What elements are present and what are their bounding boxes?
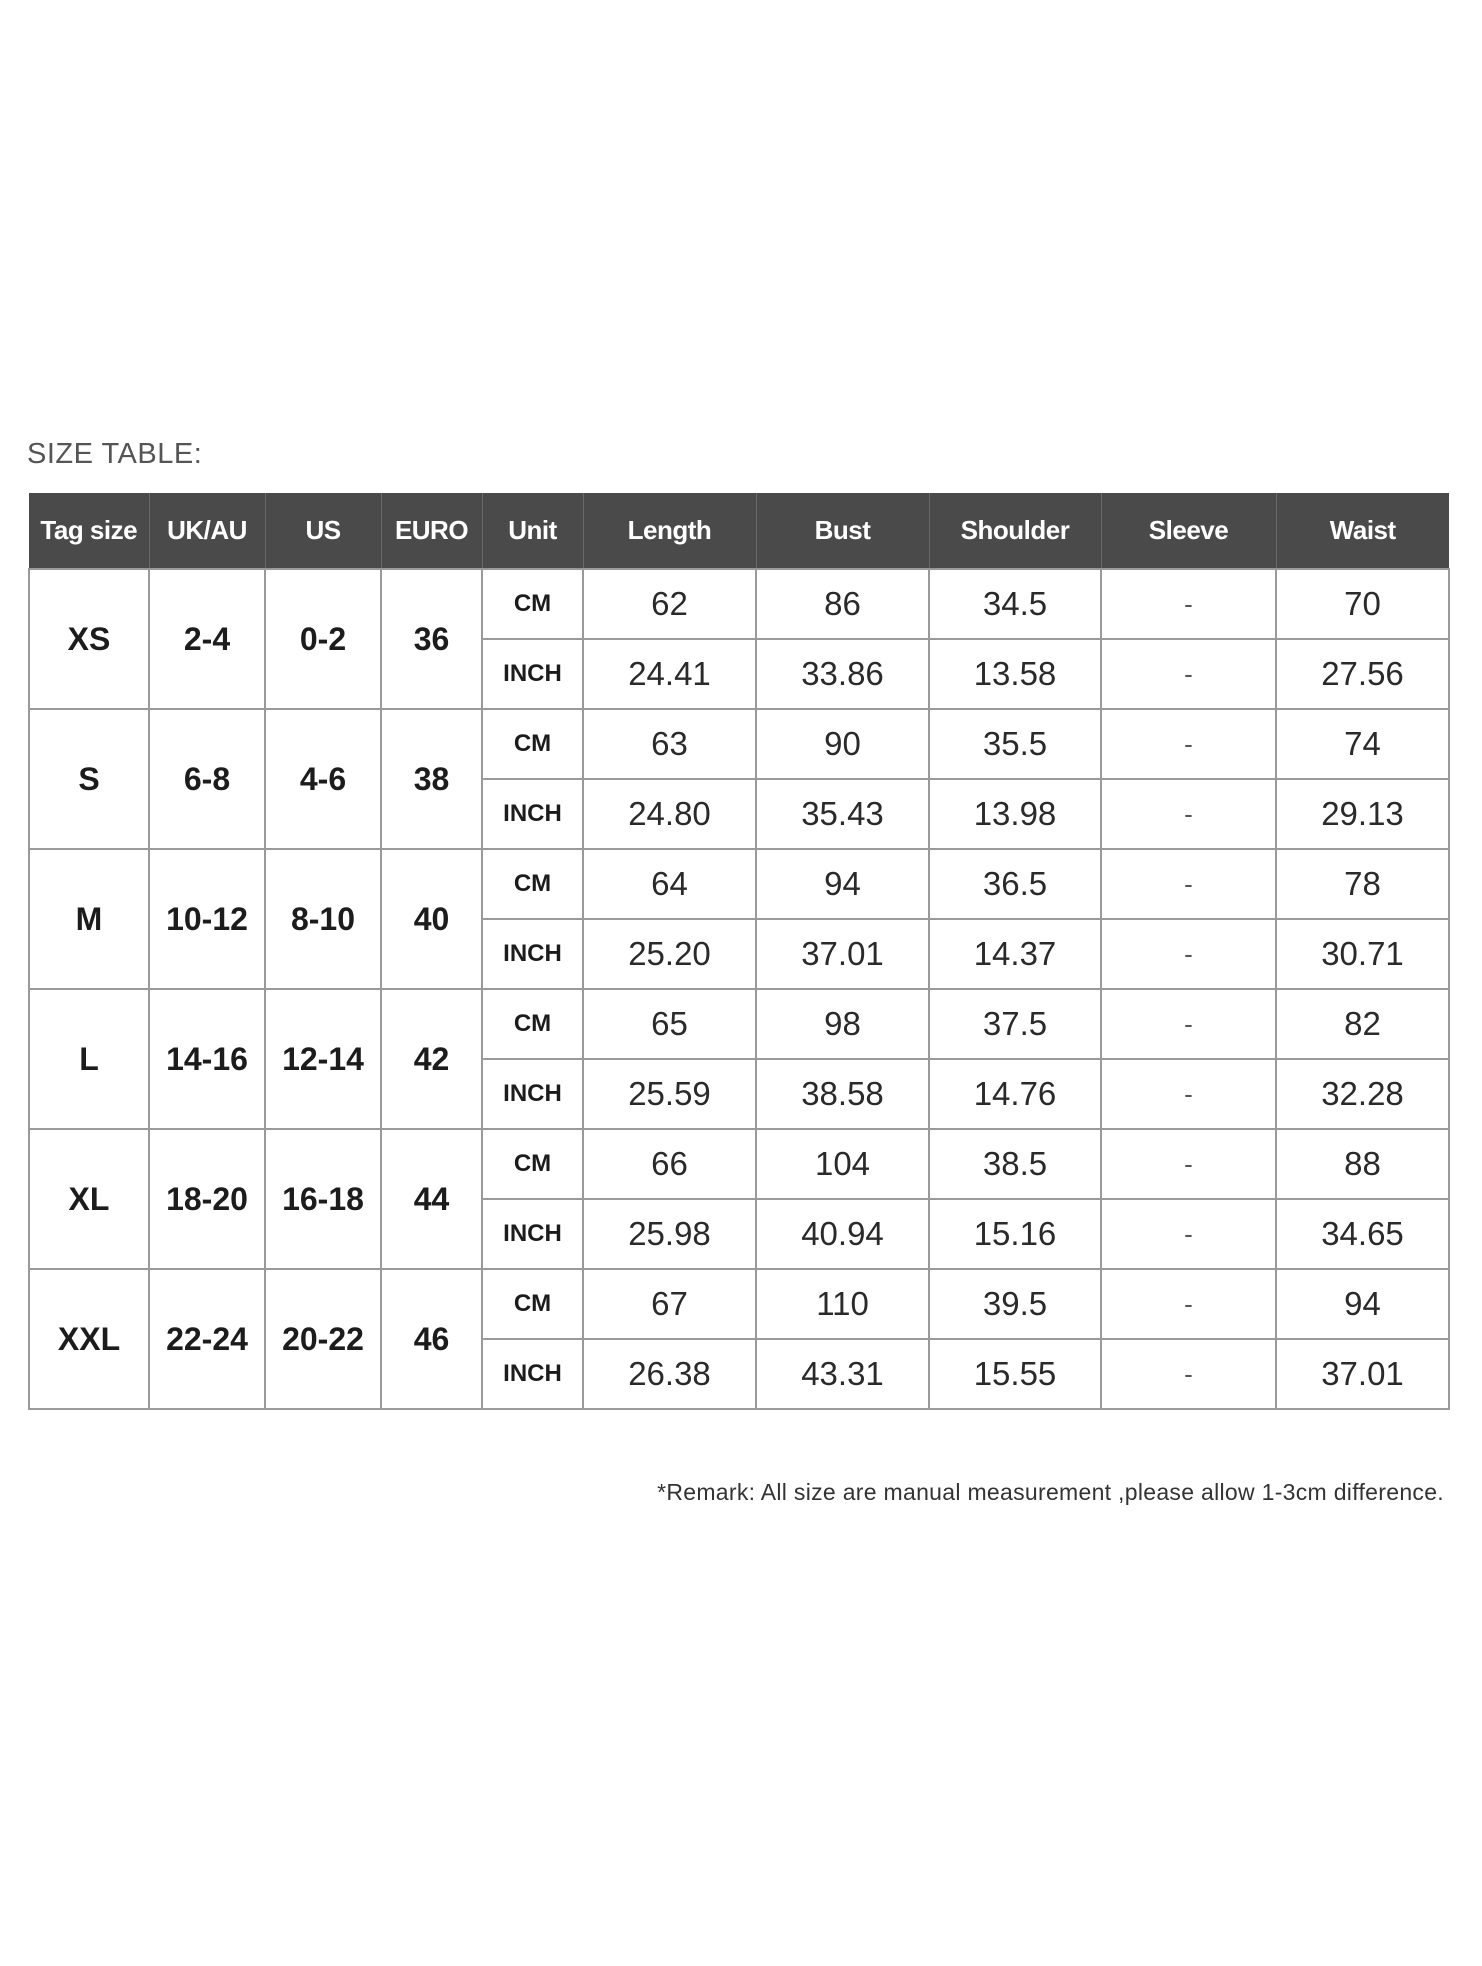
euro-cell: 44	[381, 1129, 482, 1269]
uk-au-cell: 2-4	[149, 569, 265, 709]
unit-cell: CM	[482, 849, 583, 919]
sleeve-cell: -	[1101, 639, 1276, 709]
length-cell: 25.59	[583, 1059, 756, 1129]
sleeve-cell: -	[1101, 1339, 1276, 1409]
length-cell: 66	[583, 1129, 756, 1199]
length-cell: 26.38	[583, 1339, 756, 1409]
shoulder-cell: 14.76	[929, 1059, 1101, 1129]
waist-cell: 94	[1276, 1269, 1449, 1339]
bust-cell: 37.01	[756, 919, 929, 989]
bust-cell: 43.31	[756, 1339, 929, 1409]
length-cell: 25.20	[583, 919, 756, 989]
euro-cell: 38	[381, 709, 482, 849]
table-row	[29, 709, 1449, 779]
bust-cell: 35.43	[756, 779, 929, 849]
waist-cell: 70	[1276, 569, 1449, 639]
waist-cell: 30.71	[1276, 919, 1449, 989]
unit-cell: CM	[482, 569, 583, 639]
uk-au-cell: 22-24	[149, 1269, 265, 1409]
header-length: Length	[583, 493, 756, 569]
sleeve-cell: -	[1101, 849, 1276, 919]
shoulder-cell: 15.55	[929, 1339, 1101, 1409]
tag-size-cell: M	[29, 849, 149, 989]
bust-cell: 86	[756, 569, 929, 639]
tag-size-cell: S	[29, 709, 149, 849]
header-tag-size: Tag size	[29, 493, 149, 569]
unit-cell: INCH	[482, 639, 583, 709]
uk-au-cell: 14-16	[149, 989, 265, 1129]
length-cell: 65	[583, 989, 756, 1059]
euro-cell: 42	[381, 989, 482, 1129]
us-cell: 0-2	[265, 569, 381, 709]
unit-cell: CM	[482, 709, 583, 779]
length-cell: 62	[583, 569, 756, 639]
shoulder-cell: 38.5	[929, 1129, 1101, 1199]
bust-cell: 110	[756, 1269, 929, 1339]
euro-cell: 36	[381, 569, 482, 709]
us-cell: 12-14	[265, 989, 381, 1129]
header-shoulder: Shoulder	[929, 493, 1101, 569]
shoulder-cell: 14.37	[929, 919, 1101, 989]
waist-cell: 32.28	[1276, 1059, 1449, 1129]
table-row	[29, 1129, 1449, 1199]
unit-cell: INCH	[482, 779, 583, 849]
bust-cell: 90	[756, 709, 929, 779]
bust-cell: 98	[756, 989, 929, 1059]
unit-cell: CM	[482, 1129, 583, 1199]
header-euro: EURO	[381, 493, 482, 569]
unit-cell: INCH	[482, 1059, 583, 1129]
header-sleeve: Sleeve	[1101, 493, 1276, 569]
size-table	[28, 493, 1450, 1410]
bust-cell: 33.86	[756, 639, 929, 709]
sleeve-cell: -	[1101, 1129, 1276, 1199]
sleeve-cell: -	[1101, 1199, 1276, 1269]
table-row	[29, 989, 1449, 1059]
header-unit: Unit	[482, 493, 583, 569]
shoulder-cell: 36.5	[929, 849, 1101, 919]
length-cell: 64	[583, 849, 756, 919]
header-us: US	[265, 493, 381, 569]
shoulder-cell: 34.5	[929, 569, 1101, 639]
length-cell: 63	[583, 709, 756, 779]
waist-cell: 88	[1276, 1129, 1449, 1199]
uk-au-cell: 10-12	[149, 849, 265, 989]
shoulder-cell: 35.5	[929, 709, 1101, 779]
shoulder-cell: 13.98	[929, 779, 1101, 849]
header-waist: Waist	[1276, 493, 1449, 569]
us-cell: 8-10	[265, 849, 381, 989]
euro-cell: 40	[381, 849, 482, 989]
length-cell: 24.41	[583, 639, 756, 709]
bust-cell: 104	[756, 1129, 929, 1199]
unit-cell: CM	[482, 989, 583, 1059]
uk-au-cell: 18-20	[149, 1129, 265, 1269]
uk-au-cell: 6-8	[149, 709, 265, 849]
sleeve-cell: -	[1101, 779, 1276, 849]
waist-cell: 27.56	[1276, 639, 1449, 709]
header-uk-au: UK/AU	[149, 493, 265, 569]
tag-size-cell: XS	[29, 569, 149, 709]
length-cell: 24.80	[583, 779, 756, 849]
bust-cell: 40.94	[756, 1199, 929, 1269]
unit-cell: INCH	[482, 1339, 583, 1409]
unit-cell: CM	[482, 1269, 583, 1339]
sleeve-cell: -	[1101, 919, 1276, 989]
us-cell: 16-18	[265, 1129, 381, 1269]
us-cell: 4-6	[265, 709, 381, 849]
waist-cell: 82	[1276, 989, 1449, 1059]
sleeve-cell: -	[1101, 569, 1276, 639]
waist-cell: 78	[1276, 849, 1449, 919]
bust-cell: 94	[756, 849, 929, 919]
sleeve-cell: -	[1101, 989, 1276, 1059]
shoulder-cell: 15.16	[929, 1199, 1101, 1269]
tag-size-cell: XXL	[29, 1269, 149, 1409]
waist-cell: 29.13	[1276, 779, 1449, 849]
waist-cell: 37.01	[1276, 1339, 1449, 1409]
table-row	[29, 569, 1449, 639]
tag-size-cell: L	[29, 989, 149, 1129]
length-cell: 25.98	[583, 1199, 756, 1269]
unit-cell: INCH	[482, 919, 583, 989]
tag-size-cell: XL	[29, 1129, 149, 1269]
sleeve-cell: -	[1101, 1269, 1276, 1339]
shoulder-cell: 37.5	[929, 989, 1101, 1059]
sleeve-cell: -	[1101, 1059, 1276, 1129]
shoulder-cell: 39.5	[929, 1269, 1101, 1339]
header-bust: Bust	[756, 493, 929, 569]
header-row	[29, 493, 1449, 569]
unit-cell: INCH	[482, 1199, 583, 1269]
sleeve-cell: -	[1101, 709, 1276, 779]
waist-cell: 74	[1276, 709, 1449, 779]
euro-cell: 46	[381, 1269, 482, 1409]
page-title: SIZE TABLE:	[27, 438, 203, 470]
us-cell: 20-22	[265, 1269, 381, 1409]
waist-cell: 34.65	[1276, 1199, 1449, 1269]
shoulder-cell: 13.58	[929, 639, 1101, 709]
table-row	[29, 1269, 1449, 1339]
length-cell: 67	[583, 1269, 756, 1339]
bust-cell: 38.58	[756, 1059, 929, 1129]
table-body	[29, 569, 1449, 1409]
table-row	[29, 849, 1449, 919]
remark-note: *Remark: All size are manual measurement ,please allow 1-3cm difference.	[657, 1479, 1444, 1505]
